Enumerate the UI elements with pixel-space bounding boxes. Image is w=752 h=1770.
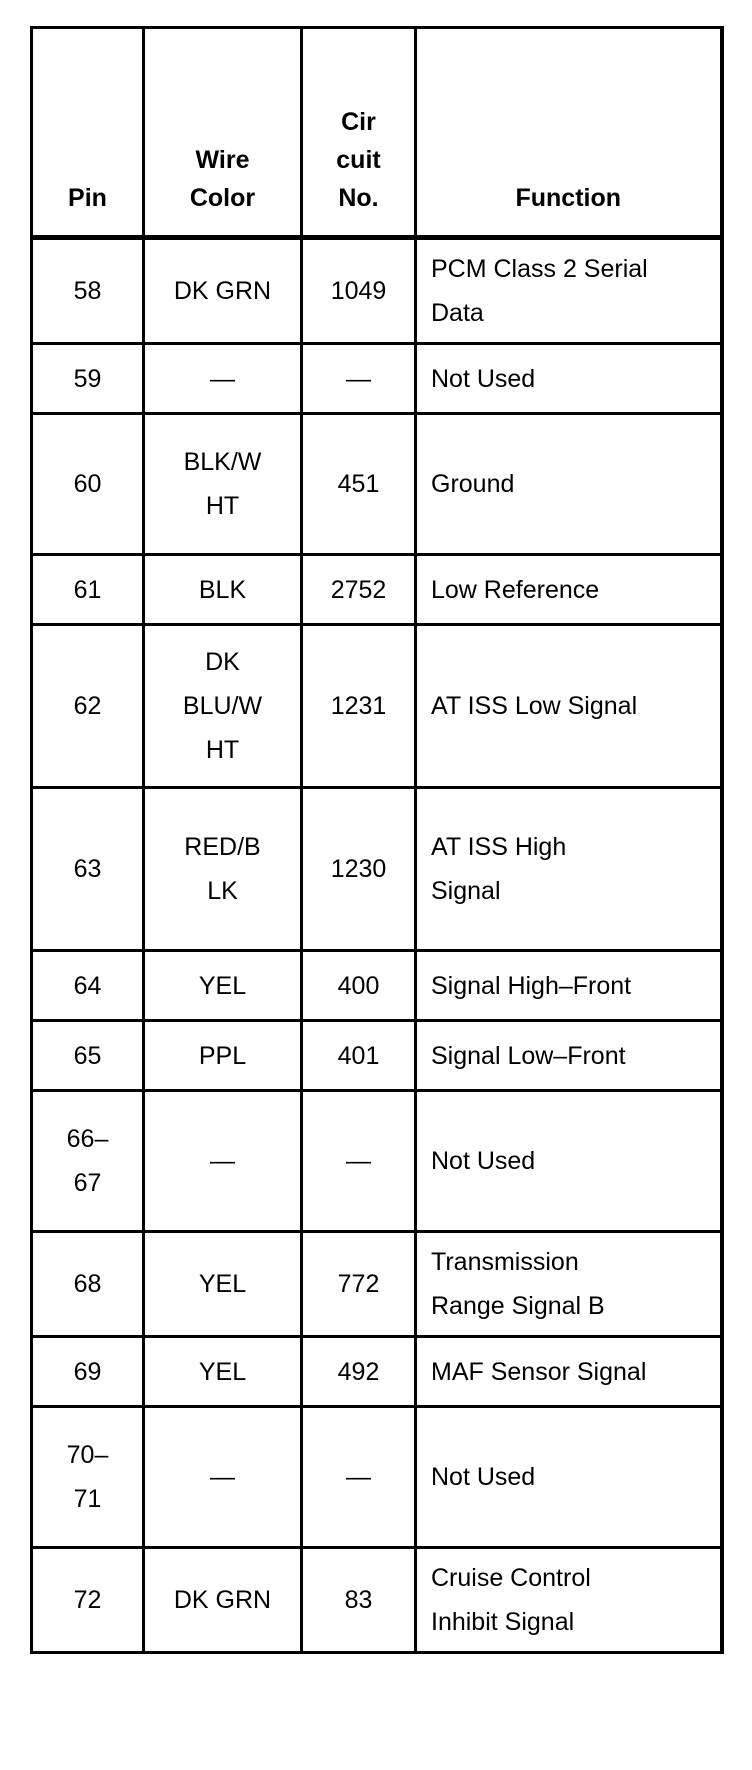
cell-line: Not Used bbox=[431, 364, 536, 393]
cell-line: YEL bbox=[198, 971, 247, 1000]
table-row bbox=[32, 951, 722, 1021]
header-line: Color bbox=[189, 184, 256, 212]
function-cell bbox=[416, 1091, 722, 1232]
cell-line: 70– bbox=[66, 1441, 109, 1469]
table-row bbox=[32, 1337, 722, 1407]
cell-line: 492 bbox=[337, 1357, 380, 1386]
pin-cell bbox=[32, 951, 144, 1021]
cell-line: 64 bbox=[73, 971, 102, 1000]
circuit-no-cell bbox=[302, 1407, 416, 1548]
circuit-no-cell bbox=[302, 1548, 416, 1653]
function-cell bbox=[416, 1021, 722, 1091]
circuit-no-cell bbox=[302, 625, 416, 788]
function-cell bbox=[416, 788, 722, 951]
function-cell bbox=[416, 238, 722, 344]
wire-color-cell bbox=[144, 414, 302, 555]
table-header-row bbox=[32, 28, 722, 238]
cell-line: 401 bbox=[337, 1041, 380, 1070]
cell-line: 67 bbox=[73, 1169, 102, 1197]
pin-cell bbox=[32, 344, 144, 414]
cell-line: BLK bbox=[198, 575, 247, 604]
circuit-no-cell bbox=[302, 1091, 416, 1232]
cell-line: HT bbox=[205, 736, 240, 764]
pin-cell bbox=[32, 238, 144, 344]
circuit-no-cell bbox=[302, 1337, 416, 1407]
cell-line: 61 bbox=[73, 575, 102, 604]
cell-line: 1049 bbox=[330, 277, 387, 305]
circuit-no-cell bbox=[302, 238, 416, 344]
table-row bbox=[32, 1548, 722, 1653]
cell-line: DK GRN bbox=[173, 1586, 272, 1614]
cell-line: 451 bbox=[337, 470, 380, 498]
table-row bbox=[32, 1407, 722, 1548]
cell-line: 83 bbox=[344, 1586, 373, 1614]
cell-line: — bbox=[210, 1147, 235, 1175]
table-row bbox=[32, 1021, 722, 1091]
cell-line: — bbox=[346, 1147, 371, 1175]
cell-line: PCM Class 2 Serial bbox=[431, 255, 648, 283]
cell-line: Ground bbox=[431, 470, 515, 498]
table-row bbox=[32, 414, 722, 555]
cell-line: BLU/W bbox=[182, 692, 263, 720]
cell-line: DK GRN bbox=[173, 277, 272, 305]
cell-line: HT bbox=[205, 492, 240, 520]
function-cell bbox=[416, 1337, 722, 1407]
cell-line: — bbox=[210, 1463, 235, 1491]
cell-line: Signal Low–Front bbox=[431, 1041, 626, 1070]
table-row bbox=[32, 555, 722, 625]
wire-color-cell bbox=[144, 1337, 302, 1407]
cell-line: 63 bbox=[73, 855, 102, 883]
cell-line: MAF Sensor Signal bbox=[431, 1357, 647, 1386]
circuit-no-cell bbox=[302, 788, 416, 951]
circuit-no-cell bbox=[302, 414, 416, 555]
header-function bbox=[416, 28, 722, 238]
pin-cell bbox=[32, 1091, 144, 1232]
cell-line: Signal High–Front bbox=[431, 971, 632, 1000]
cell-line: — bbox=[346, 364, 371, 393]
wire-color-cell bbox=[144, 344, 302, 414]
header-line: cuit bbox=[336, 146, 381, 174]
wire-color-cell bbox=[144, 625, 302, 788]
pin-cell bbox=[32, 1548, 144, 1653]
wire-color-cell bbox=[144, 951, 302, 1021]
header-line: No. bbox=[338, 184, 379, 212]
wire-color-cell bbox=[144, 1021, 302, 1091]
function-cell bbox=[416, 625, 722, 788]
circuit-no-cell bbox=[302, 555, 416, 625]
cell-line: 65 bbox=[73, 1041, 102, 1070]
cell-line: Low Reference bbox=[431, 575, 600, 604]
function-cell bbox=[416, 555, 722, 625]
cell-line: 2752 bbox=[330, 575, 387, 604]
cell-line: 1231 bbox=[330, 692, 387, 720]
cell-line: 772 bbox=[337, 1270, 380, 1298]
cell-line: Not Used bbox=[431, 1463, 536, 1491]
cell-line: 72 bbox=[73, 1586, 102, 1614]
table-row bbox=[32, 1232, 722, 1337]
table-row bbox=[32, 625, 722, 788]
pin-cell bbox=[32, 414, 144, 555]
cell-line: Range Signal B bbox=[431, 1292, 605, 1320]
cell-line: — bbox=[210, 364, 235, 393]
cell-line: Cruise Control bbox=[431, 1564, 591, 1592]
table-row bbox=[32, 344, 722, 414]
circuit-no-cell bbox=[302, 344, 416, 414]
cell-line: 59 bbox=[73, 364, 102, 393]
cell-line: YEL bbox=[198, 1270, 247, 1298]
pin-function-table bbox=[30, 26, 724, 1654]
wire-color-cell bbox=[144, 1548, 302, 1653]
pin-cell bbox=[32, 788, 144, 951]
wire-color-cell bbox=[144, 555, 302, 625]
cell-line: — bbox=[346, 1463, 371, 1491]
pin-cell bbox=[32, 555, 144, 625]
table-row bbox=[32, 788, 722, 951]
wire-color-cell bbox=[144, 1232, 302, 1337]
cell-line: 60 bbox=[73, 470, 102, 498]
table-body bbox=[32, 238, 722, 1653]
cell-line: 71 bbox=[73, 1485, 102, 1513]
header-line: Pin bbox=[68, 184, 107, 212]
wire-color-cell bbox=[144, 238, 302, 344]
header-wire-color bbox=[144, 28, 302, 238]
function-cell bbox=[416, 344, 722, 414]
table-row bbox=[32, 1091, 722, 1232]
pin-cell bbox=[32, 1337, 144, 1407]
header-line: Function bbox=[515, 184, 622, 212]
cell-line: RED/B bbox=[184, 833, 261, 861]
pin-cell bbox=[32, 1407, 144, 1548]
cell-line: YEL bbox=[198, 1357, 247, 1386]
cell-line: 66– bbox=[66, 1125, 109, 1153]
function-cell bbox=[416, 1407, 722, 1548]
cell-line: 58 bbox=[73, 277, 102, 305]
cell-line: 68 bbox=[73, 1270, 102, 1298]
function-cell bbox=[416, 1548, 722, 1653]
wire-color-cell bbox=[144, 788, 302, 951]
cell-line: BLK/W bbox=[183, 448, 262, 476]
circuit-no-cell bbox=[302, 951, 416, 1021]
cell-line: AT ISS High bbox=[431, 833, 567, 861]
wire-color-cell bbox=[144, 1091, 302, 1232]
header-circuit-no bbox=[302, 28, 416, 238]
cell-line: PPL bbox=[198, 1041, 247, 1070]
cell-line: Data bbox=[431, 299, 484, 327]
cell-line: 1230 bbox=[330, 855, 387, 883]
function-cell bbox=[416, 951, 722, 1021]
circuit-no-cell bbox=[302, 1232, 416, 1337]
header-line: Cir bbox=[341, 108, 376, 136]
pin-cell bbox=[32, 625, 144, 788]
cell-line: LK bbox=[207, 877, 238, 905]
pin-cell bbox=[32, 1021, 144, 1091]
cell-line: AT ISS Low Signal bbox=[431, 692, 638, 720]
wire-color-cell bbox=[144, 1407, 302, 1548]
circuit-no-cell bbox=[302, 1021, 416, 1091]
cell-line: 400 bbox=[337, 971, 380, 1000]
header-pin bbox=[32, 28, 144, 238]
cell-line: Transmission bbox=[431, 1248, 579, 1276]
cell-line: Signal bbox=[431, 877, 501, 905]
cell-line: Not Used bbox=[431, 1147, 536, 1175]
header-line: Wire bbox=[195, 146, 250, 174]
function-cell bbox=[416, 1232, 722, 1337]
table-row bbox=[32, 238, 722, 344]
cell-line: Inhibit Signal bbox=[431, 1608, 575, 1636]
cell-line: DK bbox=[205, 648, 240, 676]
cell-line: 62 bbox=[73, 692, 102, 720]
cell-line: 69 bbox=[73, 1357, 102, 1386]
function-cell bbox=[416, 414, 722, 555]
pin-cell bbox=[32, 1232, 144, 1337]
